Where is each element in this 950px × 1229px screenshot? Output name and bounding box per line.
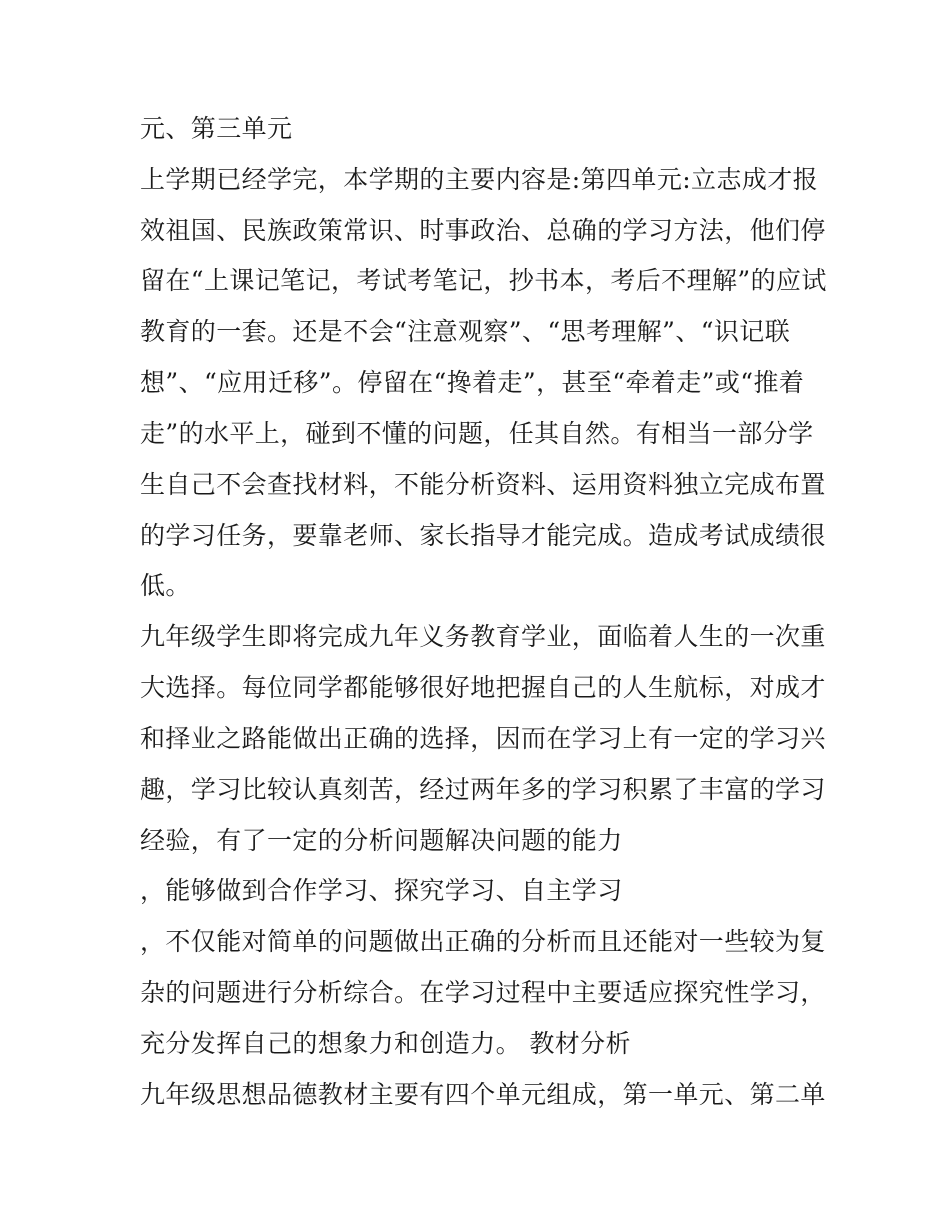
text-line-15: 经验，有了一定的分析问题解决问题的能力 bbox=[140, 826, 623, 855]
text-line-14: 趣，学习比较认真刻苦，经过两年多的学习积累了丰富的学习 bbox=[140, 775, 826, 804]
text-line-17: ，不仅能对简单的问题做出正确的分析而且还能对一些较为复 bbox=[140, 927, 826, 956]
text-line-16: ，能够做到合作学习、探究学习、自主学习 bbox=[140, 876, 623, 905]
text-line-18: 杂的问题进行分析综合。在学习过程中主要适应探究性学习， bbox=[140, 978, 826, 1007]
text-line-9: 的学习任务，要靠老师、家长指导才能完成。造成考试成绩很 bbox=[140, 521, 826, 550]
text-line-12: 大选择。每位同学都能够很好地把握自己的人生航标，对成才 bbox=[140, 673, 826, 702]
text-line-11: 九年级学生即将完成九年义务教育学业，面临着人生的一次重 bbox=[140, 622, 826, 651]
text-line-7: 走”的水平上，碰到不懂的问题，任其自然。有相当一部分学 bbox=[140, 419, 814, 448]
text-line-3: 效祖国、民族政策常识、时事政治、总确的学习方法，他们停 bbox=[140, 216, 826, 245]
text-line-4: 留在“上课记笔记，考试考笔记，抄书本，考后不理解”的应试 bbox=[140, 266, 827, 295]
text-line-10: 低。 bbox=[140, 571, 191, 600]
text-line-19: 充分发挥自己的想象力和创造力。 教材分析 bbox=[140, 1029, 631, 1058]
text-line-20: 九年级思想品德教材主要有四个单元组成，第一单元、第二单 bbox=[140, 1080, 826, 1109]
text-line-5: 教育的一套。还是不会“注意观察”、“思考理解”、“识记联 bbox=[140, 317, 791, 346]
text-line-1: 元、第三单元 bbox=[140, 114, 293, 143]
text-line-13: 和择业之路能做出正确的选择，因而在学习上有一定的学习兴 bbox=[140, 724, 826, 753]
text-line-8: 生自己不会查找材料，不能分析资料、运用资料独立完成布置 bbox=[140, 470, 826, 499]
text-line-6: 想”、“应用迁移”。停留在“搀着走”，甚至“牵着走”或“推着 bbox=[140, 368, 805, 397]
text-line-2: 上学期已经学完，本学期的主要内容是:第四单元:立志成才报 bbox=[140, 165, 819, 194]
